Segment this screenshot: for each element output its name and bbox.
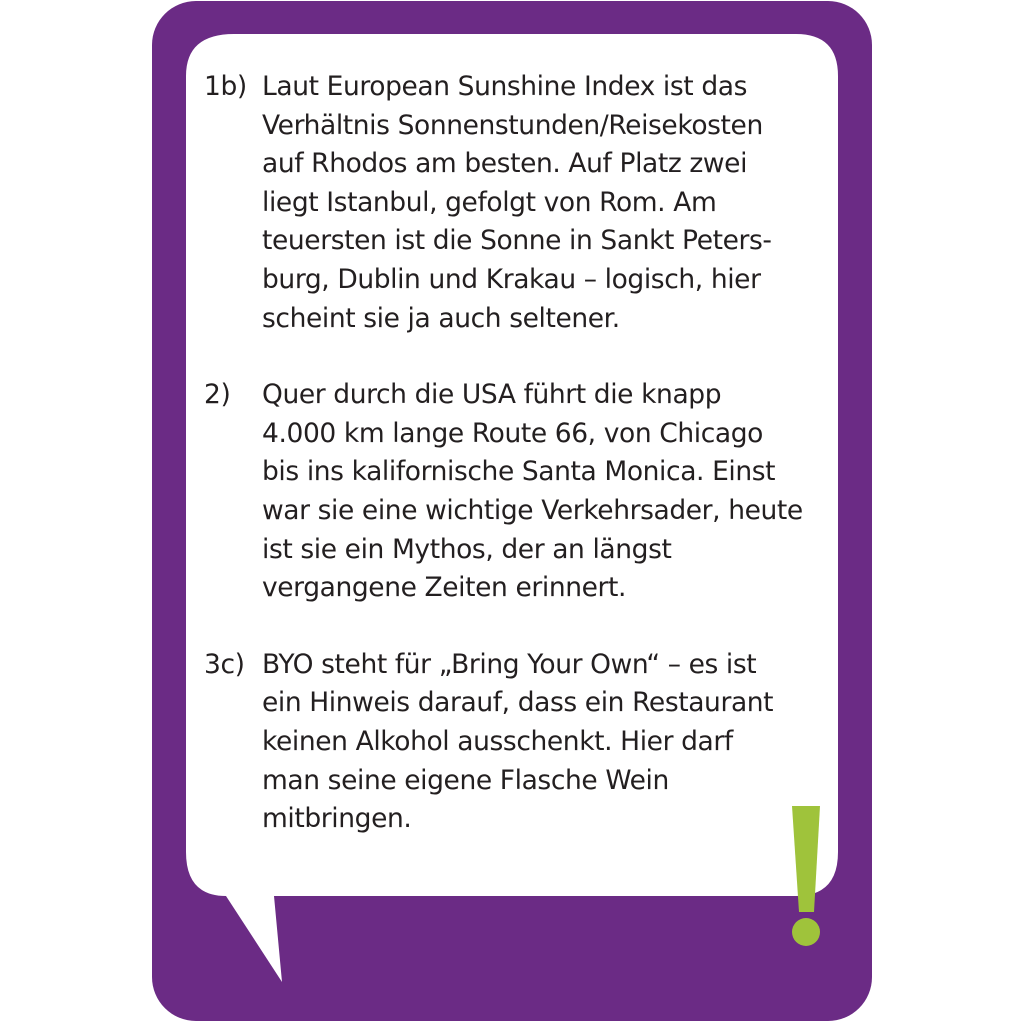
answer-1 — [204, 68, 844, 338]
answer-line: burg, Dublin und Krakau – logisch, hier — [262, 263, 761, 295]
answer-line: Quer durch die USA führt die knapp — [262, 379, 722, 411]
answer-line: liegt Istanbul, gefolgt von Rom. Am — [262, 186, 717, 218]
answer-3 — [204, 646, 844, 839]
answer-line: war sie eine wichtige Verkehrsader, heute — [262, 494, 803, 526]
answer-line: Verhältnis Sonnenstunden/Reisekosten — [262, 109, 763, 141]
answer-line: BYO steht für „Bring Your Own“ – es ist — [262, 648, 757, 680]
answer-line: keinen Alkohol ausschenkt. Hier darf — [262, 725, 733, 757]
answer-number: 1b) — [204, 71, 247, 102]
answer-line: ein Hinweis darauf, dass ein Restaurant — [262, 687, 774, 719]
answer-line: Laut European Sunshine Index ist das — [262, 71, 747, 102]
answer-2 — [204, 376, 844, 608]
answer-number: 3c) — [204, 648, 245, 680]
answer-number: 2) — [204, 379, 231, 411]
answer-line: vergangene Zeiten erinnert. — [262, 572, 627, 604]
answer-line: mitbringen. — [262, 803, 412, 835]
answer-list — [204, 68, 844, 877]
answer-line: ist sie ein Mythos, der an längst — [262, 533, 672, 565]
answer-line: man seine eigene Flasche Wein — [262, 764, 669, 796]
answer-line: bis ins kalifornische Santa Monica. Einst — [262, 456, 776, 488]
answer-line: scheint sie ja auch seltener. — [262, 302, 620, 334]
answer-line: auf Rhodos am besten. Auf Platz zwei — [262, 148, 748, 180]
answer-line: teuersten ist die Sonne in Sankt Peters- — [262, 225, 772, 257]
answer-line: 4.000 km lange Route 66, von Chicago — [262, 417, 763, 449]
